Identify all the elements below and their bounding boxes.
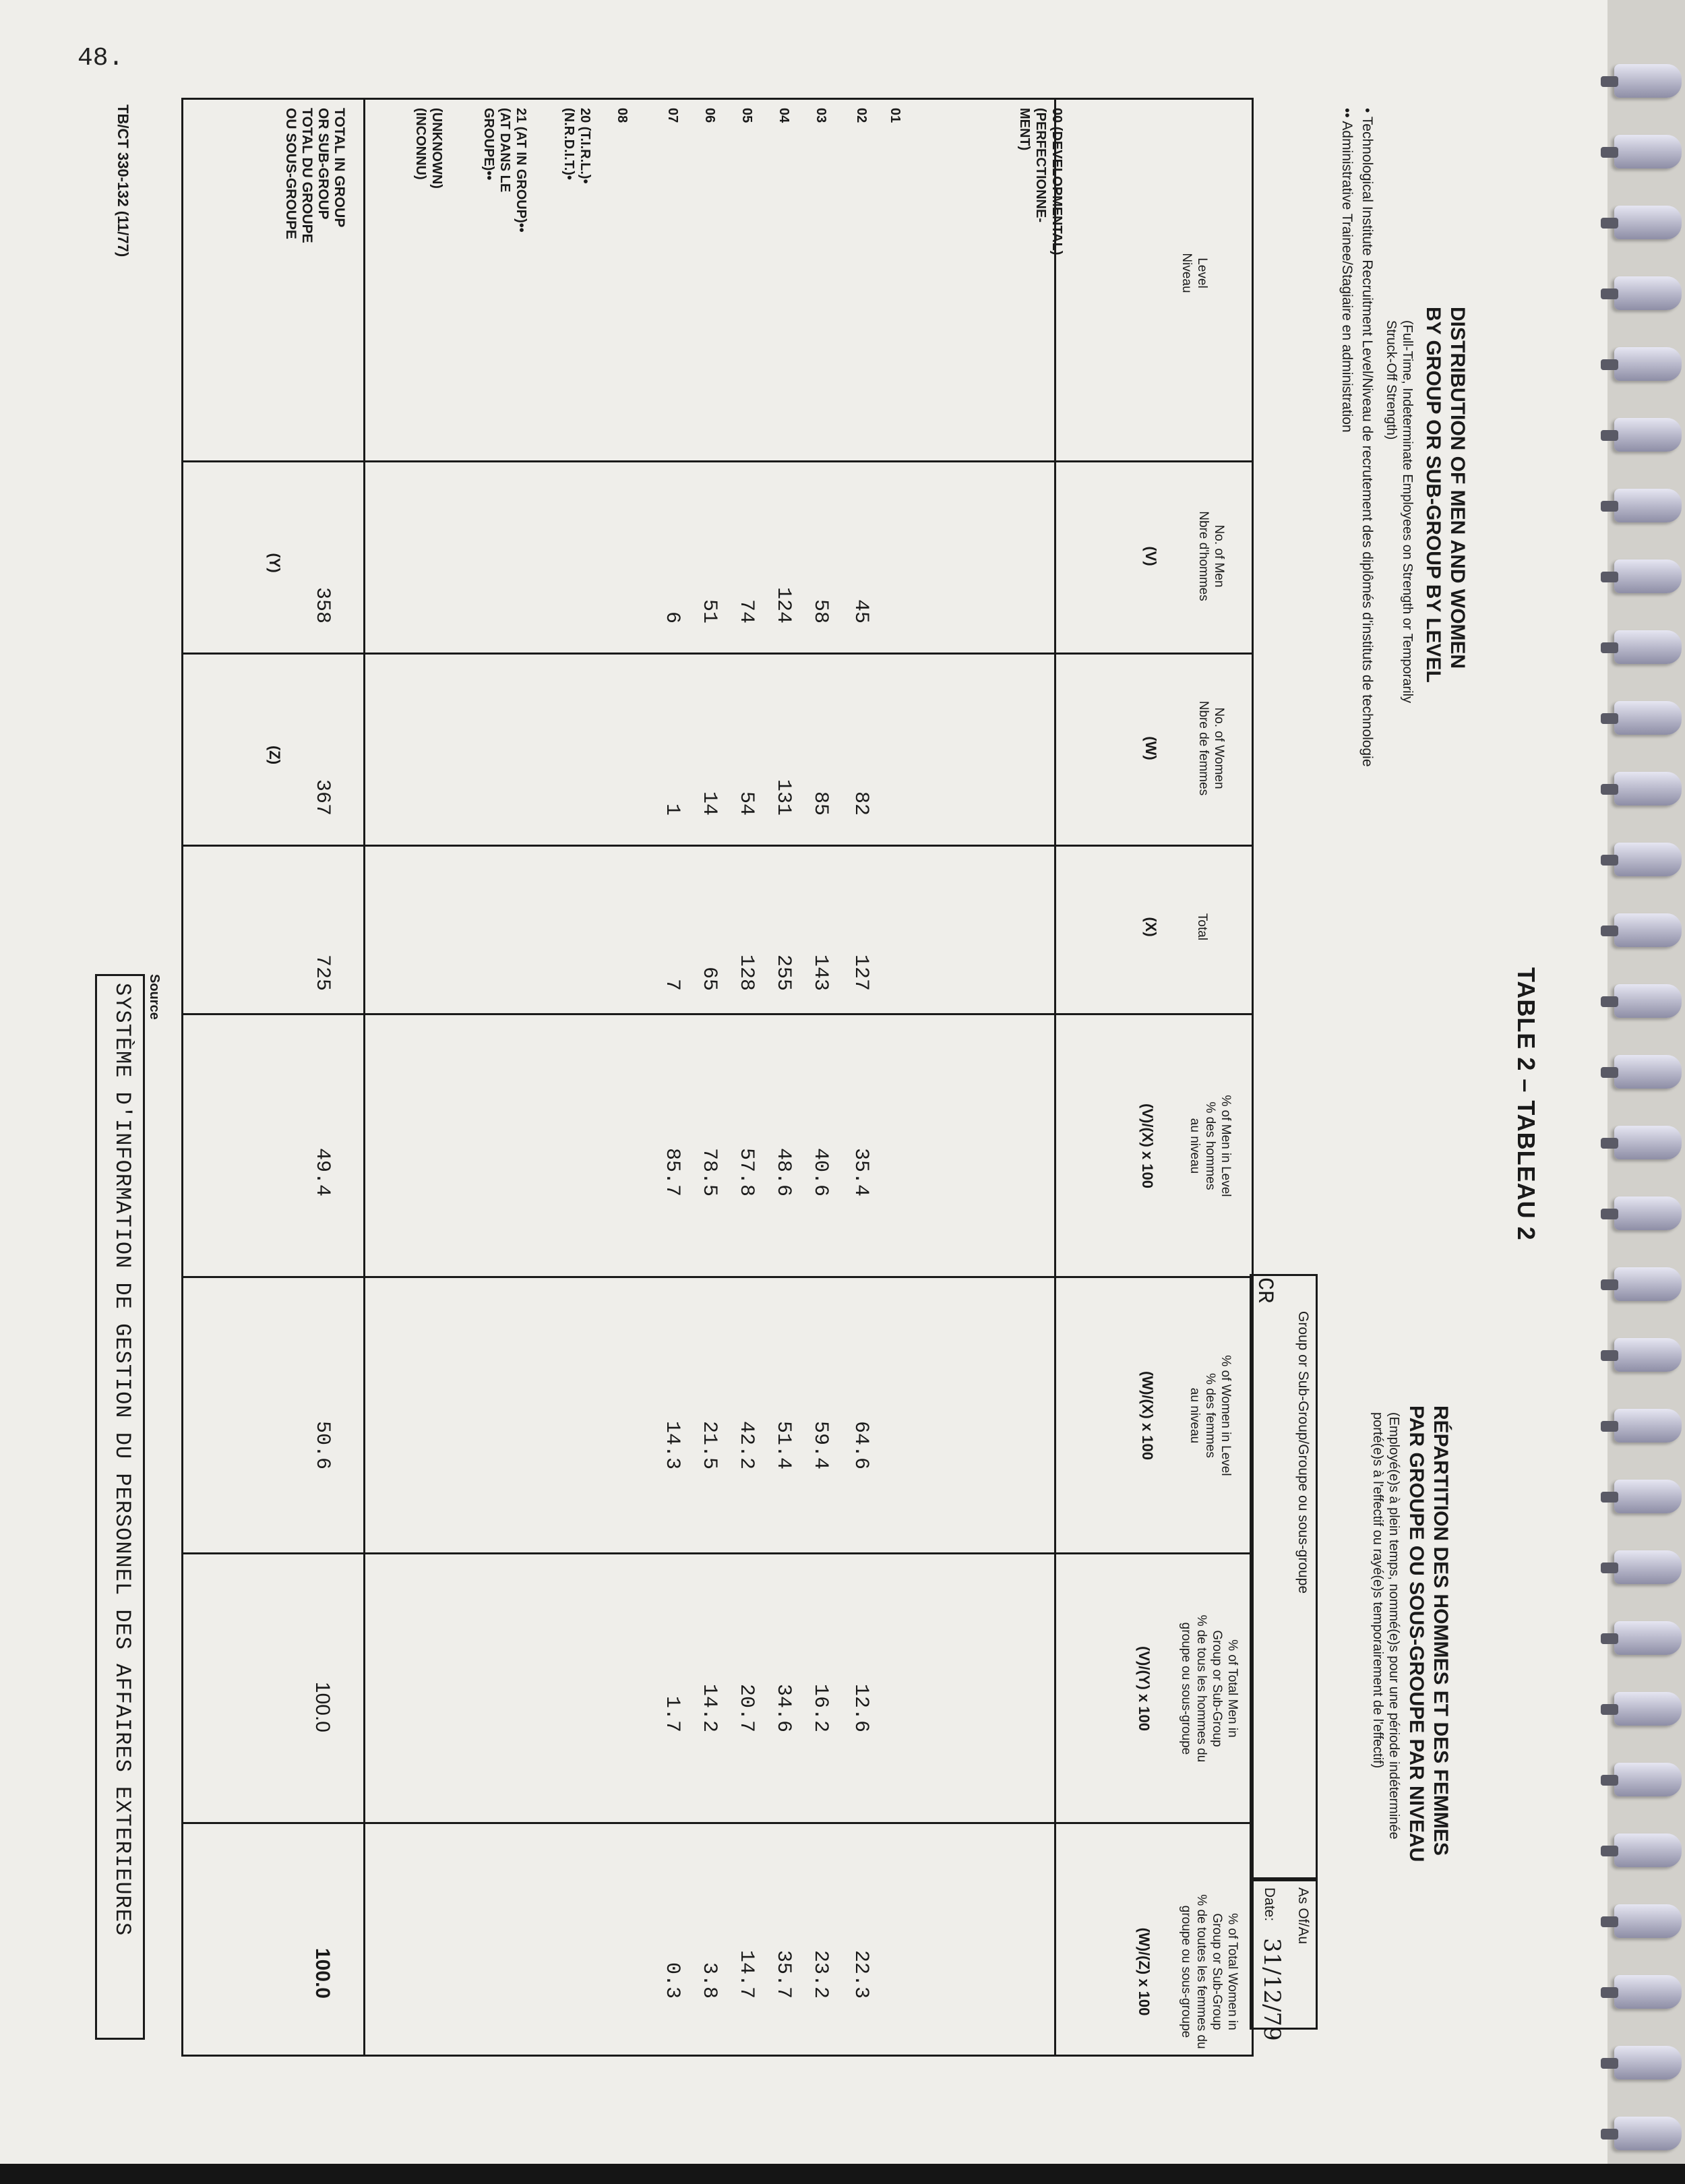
row-level-label: 05 [739,108,754,123]
row-level-label: 04 [776,108,791,123]
cell-women: 54 [735,791,758,816]
scanner-edge [0,2164,1685,2184]
cell-total: 143 [809,954,832,991]
header-pct-men-level-formula: (V)/(X) x 100 [1139,1103,1156,1188]
header-pct-total-men: % of Total Men in Group or Sub-Group % de tous les hommes du groupe ou sous-groupe [1179,1614,1239,1763]
cell-women: 85 [809,791,832,816]
totals-label: TOTAL IN GROUP OR SUB-GROUP TOTAL DU GROUPE OU SOUS-GROUPE [283,108,347,243]
header-level: Level Niveau [1180,253,1209,293]
cell-pct-women: 51.4 [772,1420,795,1469]
row-level-label: 06 [702,108,717,123]
cell-pct-women: 42.2 [735,1420,758,1469]
cell-men: 124 [772,586,795,624]
total-women: 367 [311,779,334,816]
source-label: Source [147,974,162,1020]
group-label: Group or Sub-Group/Groupe ou sous-groupe [1295,1311,1311,1594]
cell-pct-women: 59.4 [809,1420,832,1469]
cell-pct-men: 48.6 [772,1147,795,1196]
cell-women: 1 [661,803,683,816]
row-level-label: 00 (DEVELOPMENTAL) (PERFECTIONNE- MENT) [1017,108,1064,255]
cell-pct-tot-women: 14.7 [735,1949,758,1999]
total-women-var: (Z) [266,745,283,765]
cell-men: 6 [661,611,683,624]
header-pct-men-level: % of Men in Level % des hommes au niveau [1188,1095,1233,1197]
subtitle-french: (Employé(e)s à plein temps, nommé(e)s pour une période indéterminée porté(e)s à l'effectif ou rayé(e)s temporairement de l'effectif) [1370,1412,1401,1840]
row-level-label: 01 [888,108,902,123]
source-text: SYSTÈME D'INFORMATION DE GESTION DU PERSONNEL DES AFFAIRES EXTERIEURES [110,983,135,1937]
header-pct-women-level: % of Women in Level % des femmes au niveau [1188,1355,1233,1476]
cell-pct-tot-men: 14.2 [698,1683,721,1732]
cell-pct-men: 35.4 [849,1147,872,1196]
date-label: Date: [1262,1887,1277,1922]
table-title: TABLE 2 – TABLEAU 2 [1512,967,1540,1241]
cell-pct-tot-men: 12.6 [849,1683,872,1732]
cell-pct-tot-women: 22.3 [849,1949,872,1999]
row-level-label: 07 [665,108,680,123]
header-pct-total-women: % of Total Women in Group or Sub-Group % de toutes les femmes du groupe ou sous-groupe [1179,1894,1239,2049]
cell-men: 74 [735,599,758,624]
row-level-label: 03 [814,108,828,123]
cell-total: 7 [661,978,683,991]
cell-pct-tot-men: 16.2 [809,1683,832,1732]
cell-total: 127 [849,954,872,991]
as-of-label: As Of/Au [1295,1887,1311,1945]
cell-total: 128 [735,954,758,991]
total-pct-total-men: 100.0 [311,1681,334,1732]
cell-pct-tot-women: 35.7 [772,1949,795,1999]
total-pct-women: 50.6 [311,1420,334,1469]
header-pct-total-women-formula: (W)/(Z) x 100 [1136,1927,1153,2016]
header-pct-women-level-formula: (W)/(X) x 100 [1139,1370,1156,1461]
row-level-label: (UNKNOWN) (INCONNU) [413,108,444,189]
date-value: 31/12/79 [1258,1938,1285,2041]
cell-pct-men: 57.8 [735,1147,758,1196]
footnote-tirl: • Technological Institute Recruitment Level/Niveau de recrutement des diplômés d'instituts de technologie [1359,108,1375,767]
cell-pct-tot-women: 0.3 [661,1962,683,1999]
total-pct-men: 49.4 [311,1147,334,1196]
title-french: RÉPARTITION DES HOMMES ET DES FEMMES PAR GROUPE OU SOUS-GROUPE PAR NIVEAU [1405,1405,1452,1862]
cell-women: 131 [772,779,795,816]
header-pct-total-men-formula: (V)/(Y) x 100 [1136,1646,1153,1731]
header-total: Total [1195,913,1209,941]
header-men: No. of Men Nbre d'hommes [1196,511,1226,601]
row-level-label: 20 (T.I.R.L.)• (N.R.D.I.T.)• [561,108,592,184]
row-level-label: 02 [854,108,869,123]
cell-women: 82 [849,791,872,816]
cell-pct-tot-men: 20.7 [735,1683,758,1732]
header-men-var: (V) [1142,546,1159,566]
header-women: No. of Women Nbre de femmes [1196,700,1226,796]
cell-women: 14 [698,791,721,816]
row-level-label: 08 [615,108,630,123]
title-english: DISTRIBUTION OF MEN AND WOMEN BY GROUP OR SUB-GROUP BY LEVEL [1422,307,1469,683]
form-code: TB/CT 330-132 (11/77) [115,104,131,257]
header-women-var: (W) [1142,736,1159,760]
cell-men: 58 [809,599,832,624]
cell-pct-women: 14.3 [661,1420,683,1469]
cell-pct-tot-men: 34.6 [772,1683,795,1732]
cell-total: 65 [698,966,721,991]
cell-pct-men: 78.5 [698,1147,721,1196]
cell-pct-women: 64.6 [849,1420,872,1469]
footnote-at: •• Administrative Trainee/Stagiaire en administration [1339,108,1355,433]
cell-pct-tot-women: 3.8 [698,1962,721,1999]
cell-pct-tot-men: 1.7 [661,1695,683,1732]
rotated-table-sheet [61,30,1631,2120]
cell-pct-men: 85.7 [661,1147,683,1196]
group-value: CR [1252,1277,1277,1304]
row-level-label: 21 (AT IN GROUP)•• (AT DANS LE GROUPE)•• [481,108,528,233]
source-box [95,974,145,2040]
header-total-var: (X) [1142,917,1159,937]
cell-men: 45 [849,599,872,624]
data-table [181,98,1254,2057]
cell-men: 51 [698,599,721,624]
cell-total: 255 [772,954,795,991]
cell-pct-tot-women: 23.2 [809,1949,832,1999]
total-total: 725 [311,954,334,991]
page-number: 48. [78,44,124,73]
binding-ring [1614,2117,1682,2150]
total-men-var: (Y) [266,553,283,573]
total-pct-total-women: 100.0 [311,1947,334,1999]
cell-pct-men: 40.6 [809,1147,832,1196]
cell-pct-women: 21.5 [698,1420,721,1469]
subtitle-english: (Full-Time, Indeterminate Employees on Strength or Temporarily Struck-Off Strength) [1384,320,1415,704]
total-men: 358 [311,586,334,624]
